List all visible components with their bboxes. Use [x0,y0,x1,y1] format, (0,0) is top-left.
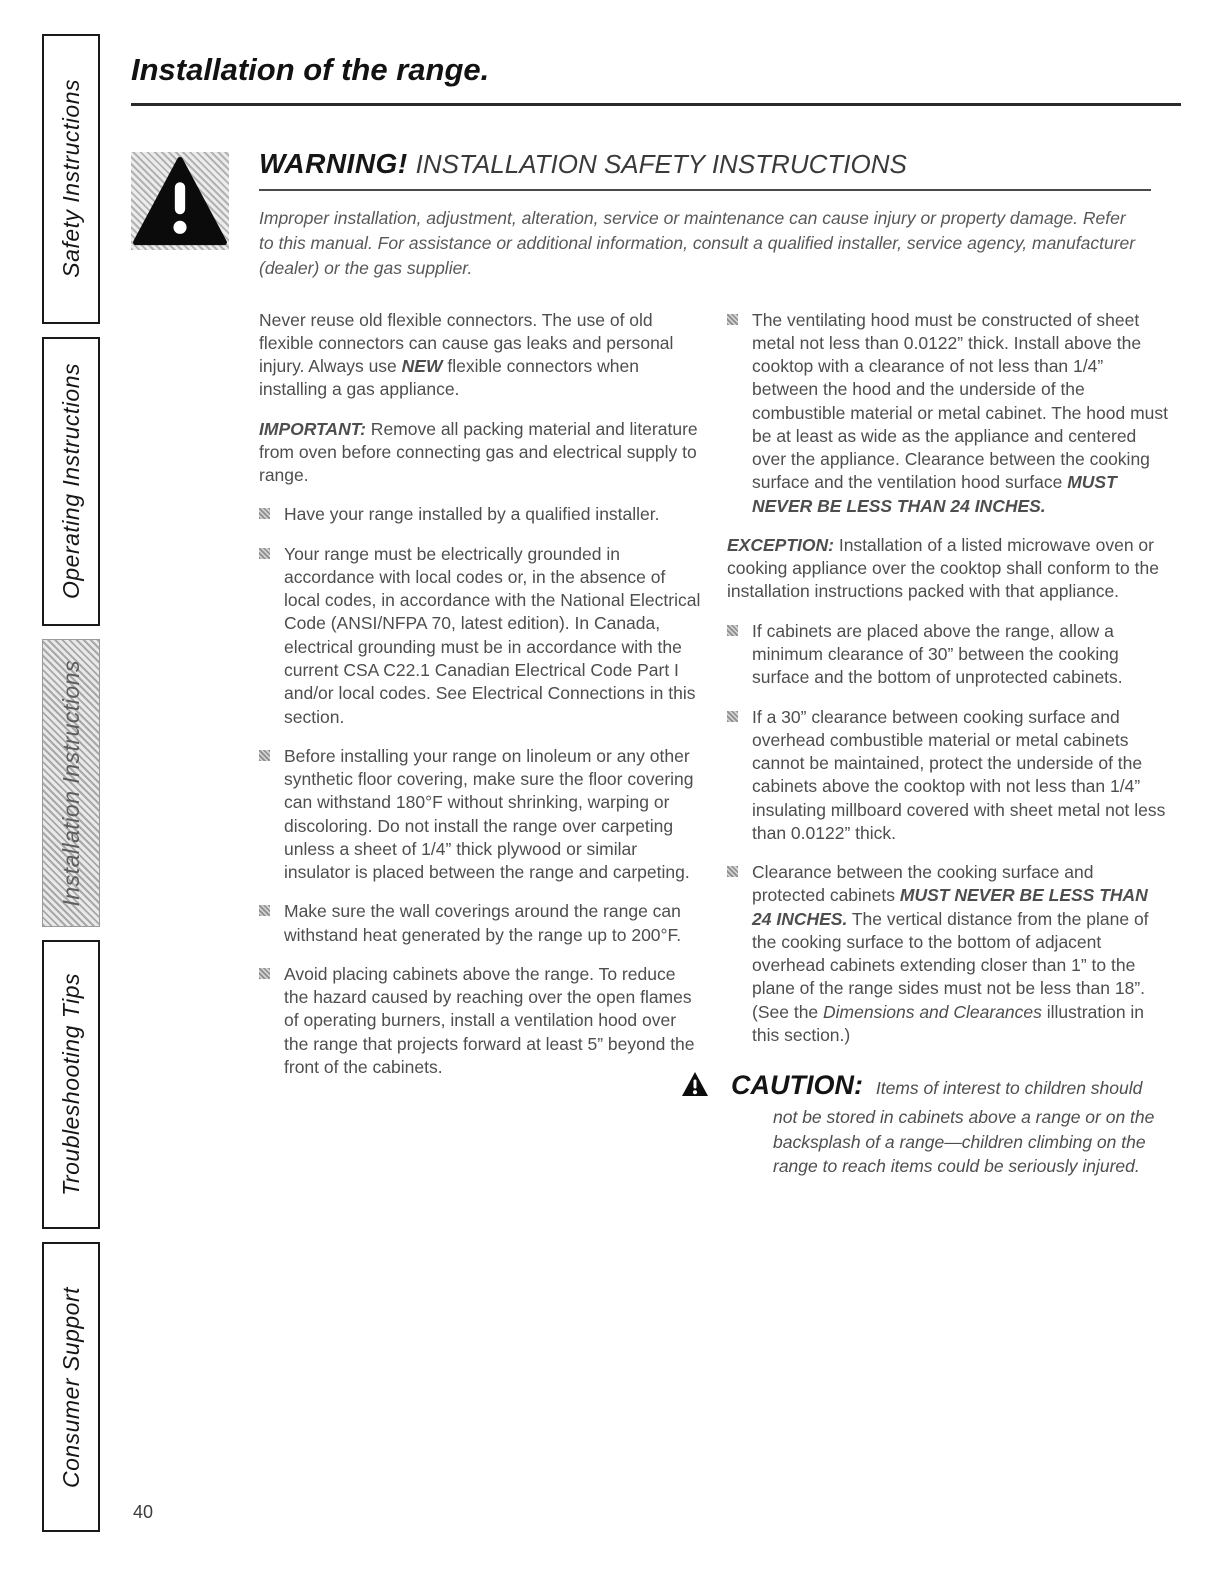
sidebar-tab-operating-instructions [42,337,100,627]
text-segment: The vertical distance from the plane of the cooking surface to the bottom of adjacent overhead cabinets extending closer than 1” to the plane of the range sides must not be less than 18”. (See the [752,908,1149,1022]
text-segment: EXCEPTION: [727,534,834,555]
bullet-square-icon [259,905,270,916]
warning-title: WARNING! [259,148,408,179]
text-segment: Have your range installed by a qualified installer. [284,504,660,525]
text-segment: Installation of a listed microwave oven or cooking appliance over the cooktop shall conform to the installation instructions packed with that appliance. [727,534,1159,602]
paragraph-item [259,309,703,402]
warning-rule [259,189,1151,191]
column-right [727,309,1171,1179]
bullet-square-icon [727,711,738,722]
paragraph-item [259,418,703,488]
bullet-square-icon [727,314,738,325]
caution-note [727,1067,1171,1178]
sidebar-tab-label: Troubleshooting Tips [57,973,84,1197]
sidebar-tab-safety-instructions [42,34,100,324]
text-segment: illustration in this section.) [752,1001,1145,1045]
bullet-item [259,745,703,885]
bullet-item [259,503,703,526]
bullet-item [727,309,1171,518]
warning-subtitle: INSTALLATION SAFETY INSTRUCTIONS [415,149,907,179]
text-segment: Never reuse old flexible connectors. The use of old flexible connectors can cause gas leaks and personal injury. Always use [259,309,674,377]
bullet-square-icon [259,750,270,761]
warning-triangle-glyph [133,156,227,248]
text-segment: Clearance between the cooking surface and protected cabinets [752,862,1094,906]
sidebar-tab-consumer-support [42,1242,100,1532]
warning-heading [259,148,1151,180]
warning-section [131,148,1181,281]
text-segment: Remove all packing material and literature from oven before connecting gas and electrical supply to range. [259,418,698,486]
warning-intro: Improper installation, adjustment, alteration, service or maintenance can cause injury or property damage. Refer to this manual. For assistance or additional information, consult a qualified installer, service agency, manufacturer (dealer) or the gas supplier. [259,208,1136,278]
column-left [259,309,703,1179]
bullet-item [727,861,1171,1047]
text-segment: If cabinets are placed above the range, allow a minimum clearance of 30” between the cooking surface and the bottom of unprotected cabinets. [752,620,1123,688]
warning-triangle-icon [131,152,229,250]
columns [259,309,1181,1179]
text-segment: IMPORTANT: [259,418,366,439]
sidebar-tab-label: Safety Instructions [57,79,84,279]
bullet-square-icon [259,968,270,979]
text-segment: Dimensions and Clearances [823,1001,1042,1022]
bullet-square-icon [727,625,738,636]
paragraph-item [727,534,1171,604]
text-segment: flexible connectors when installing a gas appliance. [259,356,639,400]
text-segment: MUST NEVER BE LESS THAN 24 INCHES. [752,885,1148,929]
sidebar [42,34,100,1532]
bullet-item [727,620,1171,690]
main-content [131,52,1181,1179]
sidebar-tab-installation-instructions [42,639,100,927]
sidebar-tab-troubleshooting-tips [42,940,100,1230]
bullet-item [259,900,703,947]
bullet-square-icon [259,508,270,519]
bullet-square-icon [259,548,270,559]
caution-label: CAUTION: [731,1070,863,1101]
bullet-item [727,706,1171,846]
text-segment: Avoid placing cabinets above the range. To reduce the hazard caused by reaching over the open flames of operating burners, install a ventilation hood over the range that projects forward at least 5” beyond the front of the cabinets. [284,963,695,1077]
bullet-item [259,543,703,729]
sidebar-tab-label: Operating Instructions [57,363,84,600]
page-title: Installation of the range. [131,52,490,87]
text-segment: Before installing your range on linoleum or any other synthetic floor covering, make sure the floor covering can withstand 180°F without shrinking, warping or discoloring. Do not install the range over carpeting unless a sheet of 1/4” thick plywood or similar insulator is placed between the range and carpeting. [284,745,694,883]
text-segment: MUST NEVER BE LESS THAN 24 INCHES. [752,472,1117,516]
page-number: 40 [133,1502,154,1522]
warning-body [259,148,1151,281]
sidebar-tab-label: Consumer Support [57,1286,84,1488]
text-segment: The ventilating hood must be constructed of sheet metal not less than 0.0122” thick. Install above the cooktop with a clearance of not less than 1/4” between the hood and the underside of the combustible material or metal cabinet. The hood must be at least as wide as the appliance and centered over the appliance. Clearance between the cooking surface and the ventilation hood surface [752,309,1168,493]
text-segment: If a 30” clearance between cooking surface and overhead combustible material or metal cabinets cannot be maintained, protect the underside of the cabinets above the cooktop with not less than 1/4” insulating millboard covered with sheet metal not less than 0.0122” thick. [752,706,1166,843]
bullet-item [259,963,703,1079]
text-segment: Your range must be electrically grounded in accordance with local codes or, in the absence of local codes, in accordance with the National Electrical Code (ANSI/NFPA 70, latest edition). In Canada, electrical grounding must be in accordance with the current CSA C22.1 Canadian Electrical Code Part I and/or local codes. See Electrical Connections in this section. [284,543,701,727]
text-segment: Make sure the wall coverings around the range can withstand heat generated by the range up to 200°F. [284,901,682,945]
bullet-square-icon [727,866,738,877]
text-segment: NEW [401,356,443,377]
text-segment: Items of interest to children should not be stored in cabinets above a range or on the backsplash of a range—children climbing on the range to reach items could be seriously injured. [773,1078,1155,1177]
title-rule [131,103,1181,106]
sidebar-tab-label: Installation Instructions [57,659,84,907]
